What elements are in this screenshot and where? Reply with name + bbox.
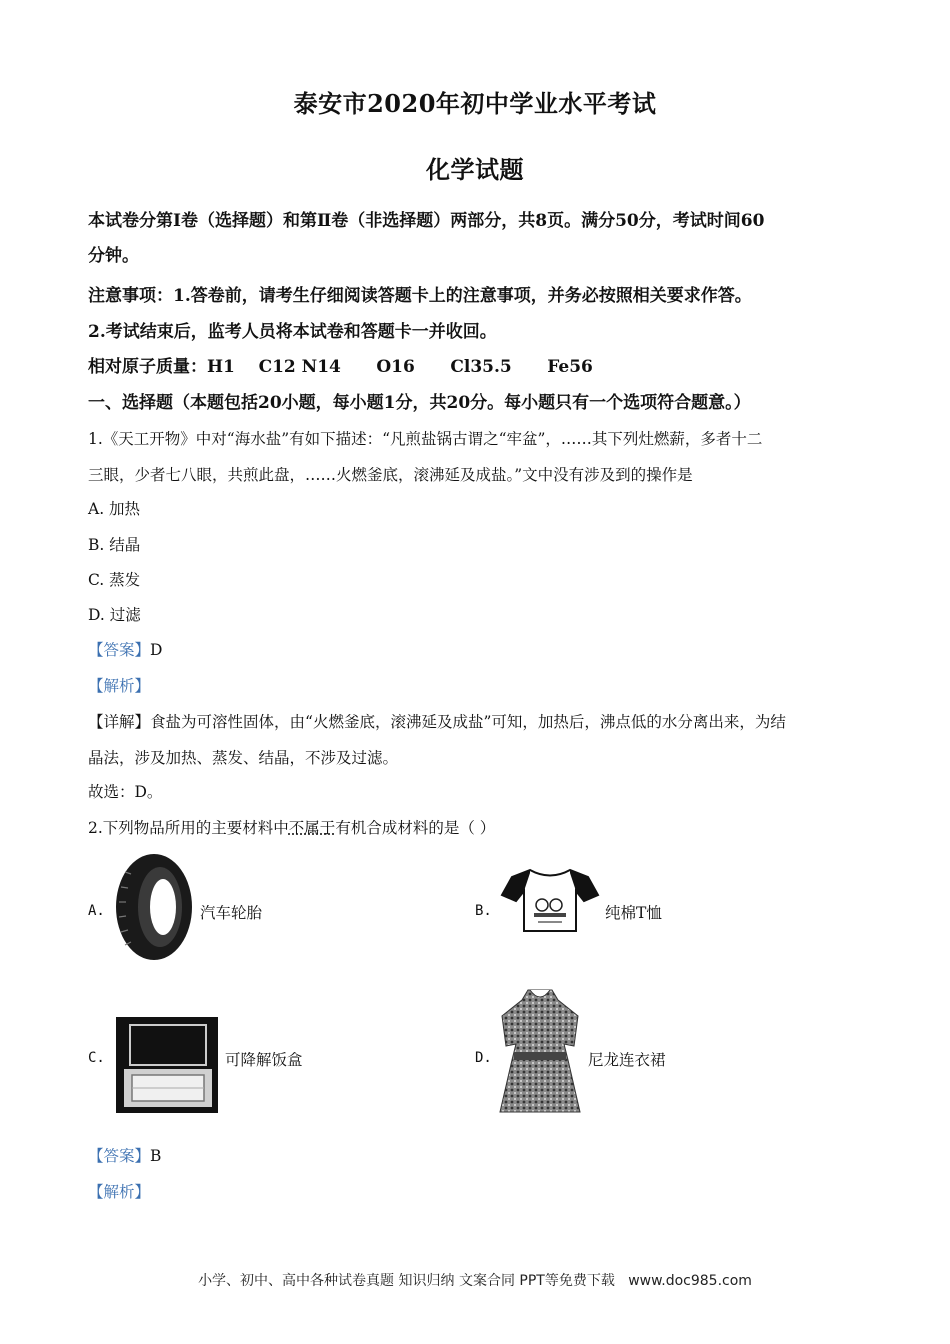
q2-option-a-label: A. [88,903,105,919]
q2-stem-pre: 2.下列物品所用的主要材料中 [88,819,289,837]
lunchbox-image [116,1017,218,1113]
answer-value: D [150,641,163,659]
q2-analysis-tag: 【解析】 [88,1183,151,1201]
q1-analysis-tag: 【解析】 [88,677,151,695]
q2-option-c-label: C. [88,1050,105,1066]
q1-answer [88,638,162,660]
q1-option-a: A. 加热 [88,500,141,518]
q2-option-a-text: 汽车轮胎 [200,904,263,922]
exam-title: 泰安市2020年初中学业水平考试 [293,89,657,118]
q2-option-c-text: 可降解饭盒 [225,1051,303,1069]
q2-answer [88,1144,161,1166]
q1-stem-line-2: 三眼，少者七八眼，共煎此盘，……火燃釜底，滚沸延及成盐。”文中没有涉及到的操作是 [88,466,693,484]
notice-1: 注意事项：1.答卷前，请考生仔细阅读答题卡上的注意事项，并务必按照相关要求作答。 [88,286,752,306]
q1-option-b: B. 结晶 [88,536,141,554]
detail-tag: 【详解】 [88,713,151,731]
intro-line-1: 本试卷分第Ⅰ卷（选择题）和第Ⅱ卷（非选择题）两部分，共8页。满分50分，考试时间60 [88,211,765,231]
q1-detail-line-1 [88,710,786,732]
q1-detail-line-2: 晶法，涉及加热、蒸发、结晶，不涉及过滤。 [88,749,399,767]
tshirt-image [500,865,600,935]
atomic-mass: 相对原子质量：H1 C12 N14 O16 Cl35.5 Fe56 [88,357,593,377]
section-heading: 一、选择题（本题包括20小题，每小题1分，共20分。每小题只有一个选项符合题意。） [88,393,751,413]
answer-value: B [150,1147,162,1165]
dress-image [498,986,582,1116]
exam-subtitle: 化学试题 [426,155,524,184]
q1-stem-line-1: 1.《天工开物》中对“海水盐”有如下描述：“凡煎盐锅古谓之“牢盆”，……其下列灶燃薪，多者十二 [88,430,763,448]
q2-stem-emphasis: 不属于 [288,819,336,837]
answer-tag: 【答案】 [88,1147,151,1165]
q2-stem [88,816,495,838]
q2-option-d-text: 尼龙连衣裙 [588,1051,666,1069]
detail-text: 食盐为可溶性固体，由“火燃釜底，滚沸延及成盐”可知，加热后，沸点低的水分离出来，为结 [150,713,786,731]
q2-option-d-label: D. [475,1050,492,1066]
q1-conclusion: 故选：D。 [88,783,163,801]
q1-option-c: C. 蒸发 [88,571,141,589]
answer-tag: 【答案】 [88,641,151,659]
tire-image [113,852,195,962]
q2-stem-post: 有机合成材料的是（ ） [335,819,496,837]
q1-option-d: D. 过滤 [88,606,141,624]
q2-option-b-text: 纯棉T恤 [605,904,662,922]
q2-option-b-label: B. [475,903,492,919]
notice-2: 2.考试结束后，监考人员将本试卷和答题卡一并收回。 [88,322,497,342]
intro-line-2: 分钟。 [88,246,139,266]
page-footer: 小学、初中、高中各种试卷真题 知识归纳 文案合同 PPT等免费下载 www.doc985.com [198,1273,752,1289]
